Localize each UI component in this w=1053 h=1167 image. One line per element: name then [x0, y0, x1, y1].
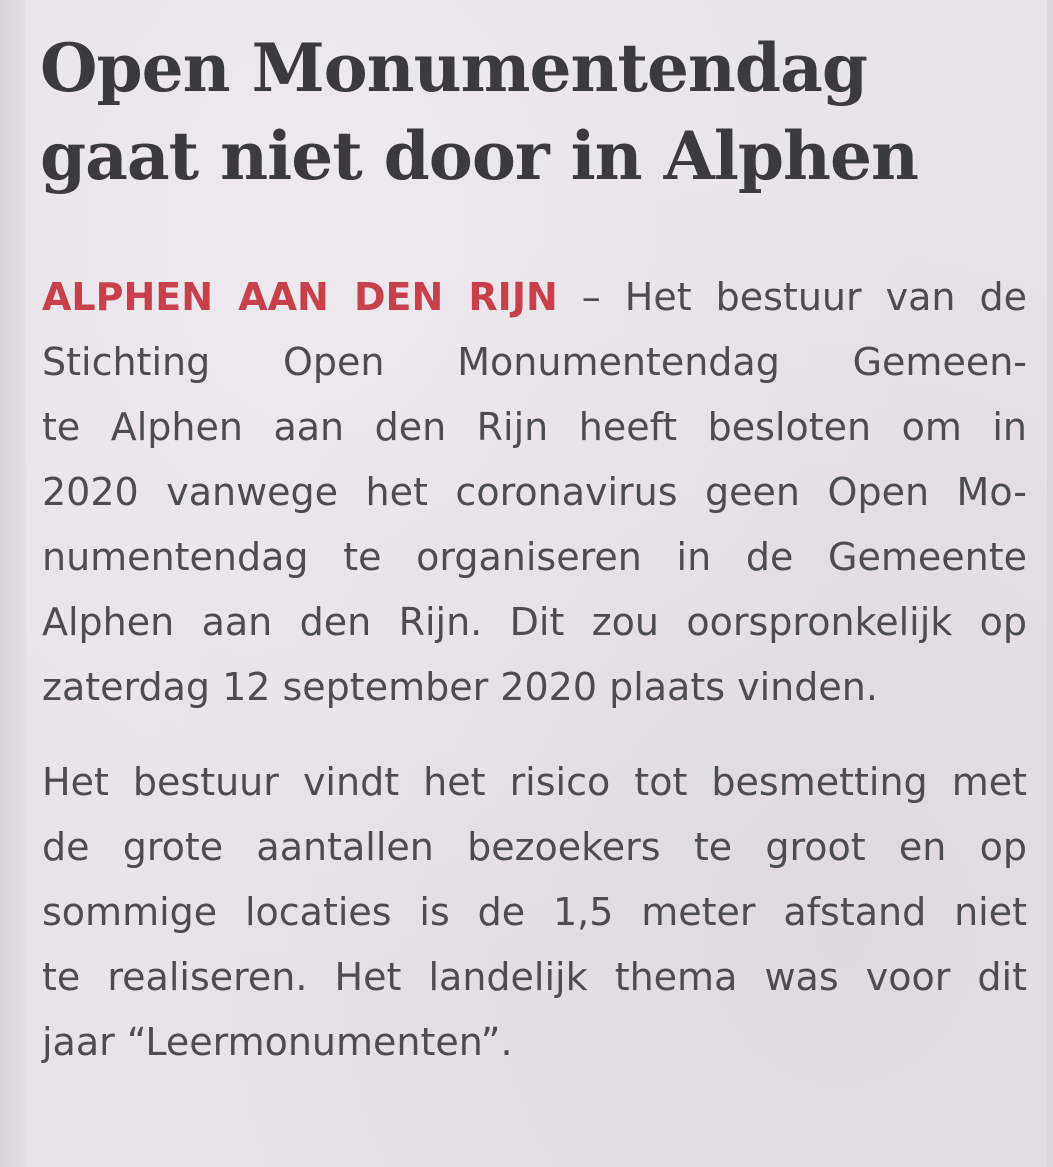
paragraph-line: Stichting Open Monumentendag Gemeen-: [42, 340, 1027, 384]
paragraph-line: de grote aantallen bezoekers te groot en op: [42, 825, 1027, 869]
paper-edge-left: [0, 0, 26, 1167]
paragraph-line: Alphen aan den Rijn. Dit zou oorspronkelijk op: [42, 600, 1027, 644]
paragraph-line: te Alphen aan den Rijn heeft besloten om in: [42, 405, 1027, 449]
article-paragraph-1: [42, 265, 1027, 720]
headline: [40, 24, 1030, 200]
article-paragraph-2: [42, 750, 1027, 1075]
paper-edge-right: [1047, 0, 1053, 1167]
paragraph-line: [42, 265, 1027, 330]
paragraph-line: jaar “Leermonumenten”.: [42, 1020, 513, 1064]
paragraph-line-text: – Het bestuur van de: [557, 275, 1027, 319]
paragraph-line: numentendag te organiseren in de Gemeente: [42, 535, 1027, 579]
dateline: ALPHEN AAN DEN RIJN: [42, 275, 558, 319]
paragraph-line: te realiseren. Het landelijk thema was voor dit: [42, 955, 1027, 999]
headline-line: gaat niet door in Alphen: [40, 117, 919, 195]
paragraph-line: 2020 vanwege het coronavirus geen Open Mo-: [42, 470, 1027, 514]
headline-line: Open Monumentendag: [40, 29, 867, 107]
paragraph-line: zaterdag 12 september 2020 plaats vinden.: [42, 665, 878, 709]
paragraph-line: sommige locaties is de 1,5 meter afstand niet: [42, 890, 1027, 934]
paragraph-line: Het bestuur vindt het risico tot besmetting met: [42, 760, 1027, 804]
